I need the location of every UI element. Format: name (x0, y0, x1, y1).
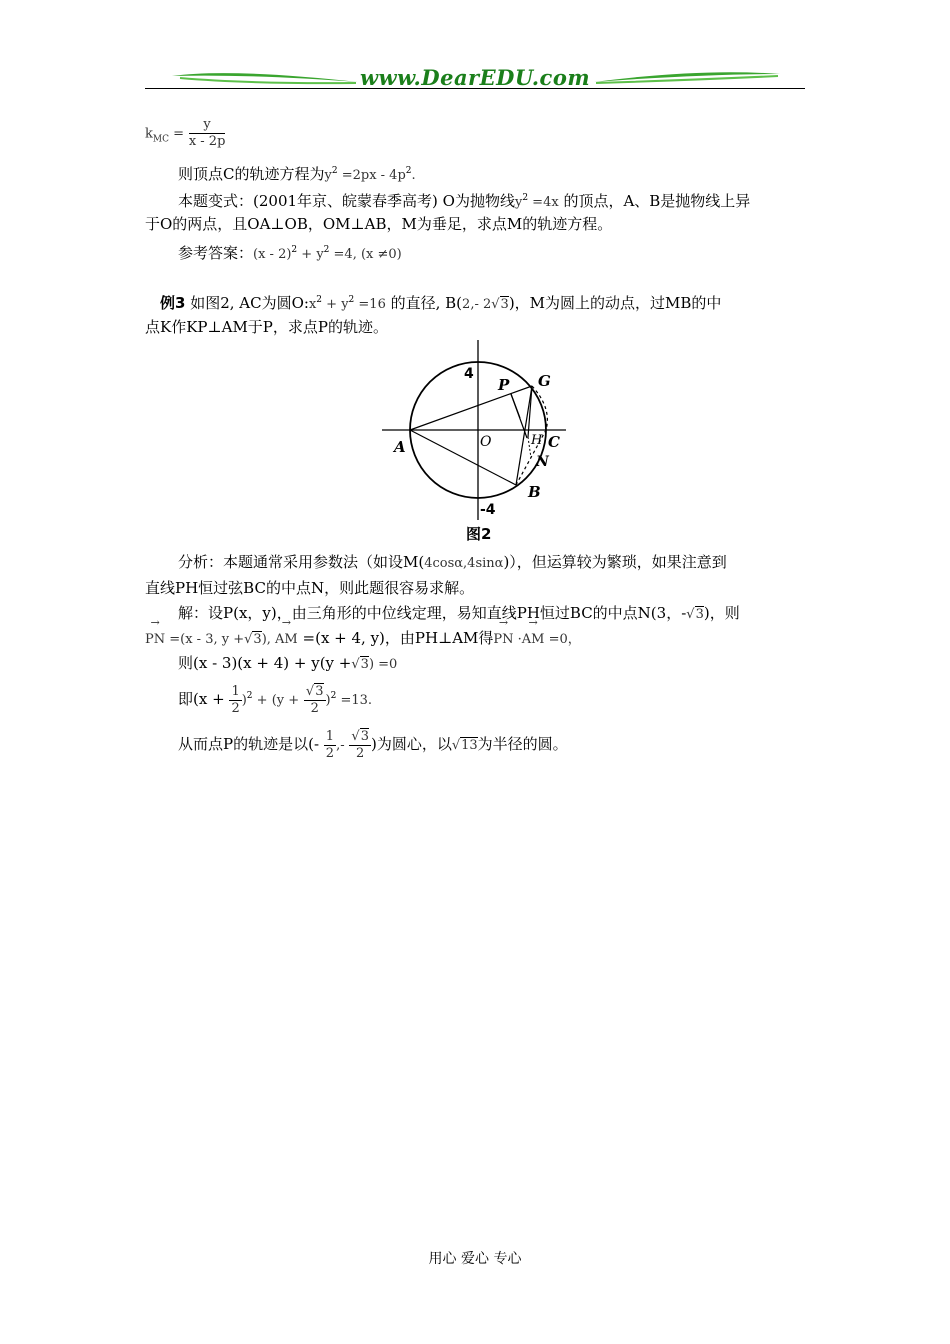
answer-line: 参考答案：$(x - 2)^2 + y^2 =4$, (x ≠0) (178, 244, 402, 262)
circle-figure (380, 338, 570, 523)
label-p: P (498, 376, 510, 394)
segment-ag (410, 386, 532, 430)
label-a: A (394, 438, 406, 456)
example-label: 例3 (160, 294, 186, 312)
page-footer: 用心 爱心 专心 (428, 1251, 522, 1267)
label-y-top: 4 (464, 366, 474, 382)
label-y-bottom: -4 (480, 502, 496, 518)
kmc-formula: $k_{MC}$ = $\frac{y}{x - 2p}$ (145, 117, 226, 149)
segment-pk (511, 394, 520, 418)
analysis-line-1: 分析：本题通常采用参数法（如设M(4cosα,4sinα)），但运算较为繁琐，如果注意到 (178, 553, 727, 571)
variant-line-1: 本题变式：(2001年京、皖蒙春季高考) O为抛物线$y^2 =4x$ 的顶点，A、B是抛物线上异 (178, 192, 751, 210)
analysis-line-2: 直线PH恒过弦BC的中点N，则此题很容易求解。 (145, 579, 475, 597)
label-n: N (536, 454, 549, 470)
solution-line-3: 则(x - 3)(x + 4) + y(y +√3) =0 (178, 654, 398, 672)
label-h: H (531, 433, 543, 448)
label-b: B (528, 483, 541, 501)
solution-line-4: 即(x + $\frac{1}{2}$ )$^2$ + (y + $\frac{√3}{2}$ )$^2$ =13. (178, 683, 373, 716)
kmc-fraction: $\frac{y}{x - 2p}$ (188, 117, 226, 149)
solution-line-1: 解：设P(x，y)，由三角形的中位线定理，易知直线PH恒过BC的中点N(3，-√3)，则 (178, 604, 740, 622)
segment-gb (516, 386, 532, 485)
right-swoosh-decoration (592, 68, 782, 86)
variant-line-2: 于O的两点，且OA⊥OB，OM⊥AB，M为垂足，求点M的轨迹方程。 (145, 215, 613, 233)
left-swoosh-decoration (170, 68, 360, 86)
label-g: G (538, 372, 551, 390)
label-c: C (548, 433, 560, 451)
site-logo: www.DearEDU.com (359, 65, 591, 90)
segment-ab (410, 430, 516, 485)
label-o: O (480, 434, 492, 450)
header-rule (145, 88, 805, 89)
locus-line: 则顶点C的轨迹方程为$y^2 =2px - 4p^2$. (178, 165, 416, 183)
result-line: 从而点P的轨迹是以(- $\frac{1}{2}$ ,- $\frac{√3}{2}$ )为圆心，以√13为半径的圆。 (178, 728, 568, 761)
example3-line-2: 点K作KP⊥AM于P，求点P的轨迹。 (145, 318, 388, 336)
example3-line-1: 例3 如图2, AC为圆$O:x^2 + y^2 =16$ 的直径, B(2,- 2√3)，M为圆上的动点，过MB的中 (160, 294, 722, 312)
solution-line-2: → PN =(x - 3, y +√3), → AM =(x + 4, y)，由PH⊥AM得→ PN ·→ AM =0， (145, 627, 581, 651)
figure-caption: 图2 (466, 525, 492, 543)
